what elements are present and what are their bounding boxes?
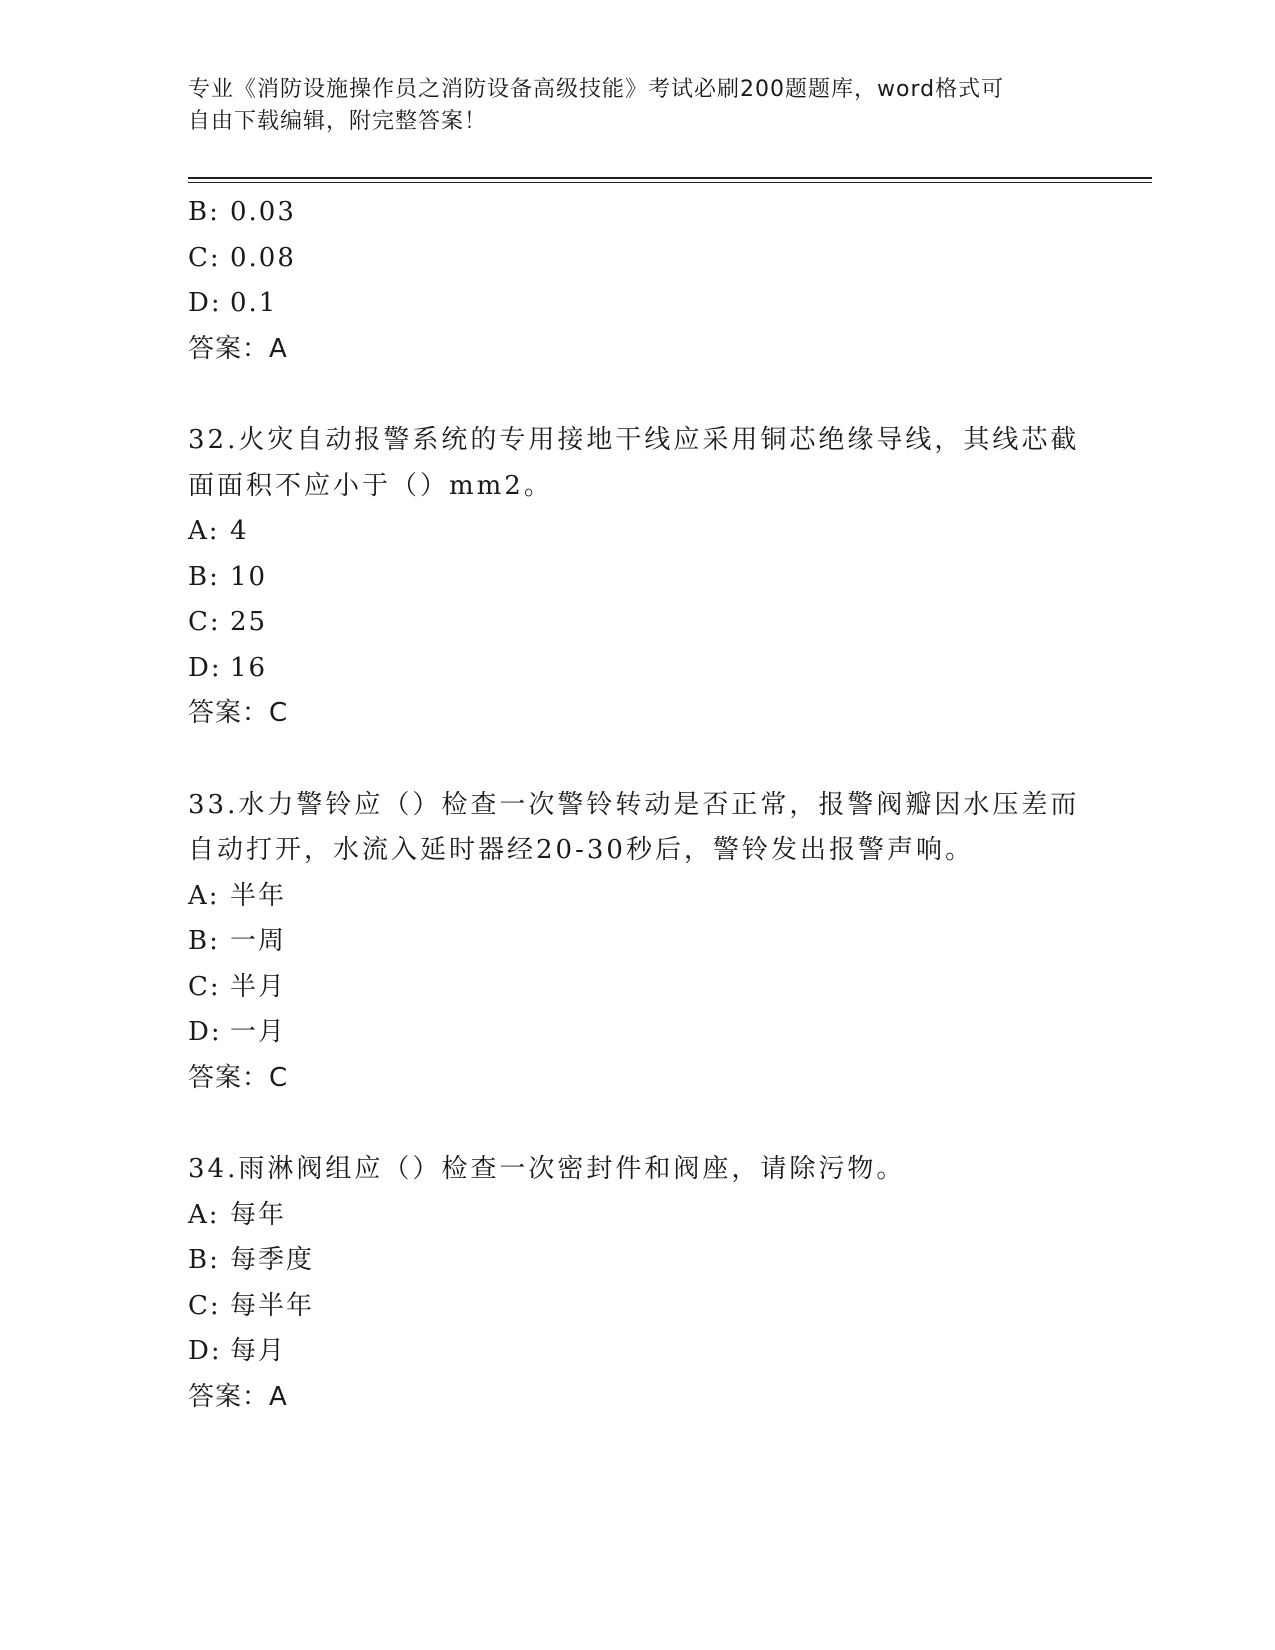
option-letter: B: <box>188 1245 220 1275</box>
question-33 <box>188 783 1088 1102</box>
option-a <box>188 509 1088 555</box>
option-letter: B: <box>188 926 220 956</box>
question-stem <box>188 783 1088 874</box>
option-text: 一周 <box>230 926 287 956</box>
option-text: 每半年 <box>230 1290 315 1321</box>
option-letter: B: <box>188 561 220 592</box>
option-c <box>188 236 1088 282</box>
header-title-line-1: 专业《消防设施操作员之消防设备高级技能》考试必刷200题题库，word格式可 <box>188 77 1005 102</box>
option-c <box>188 1284 1088 1330</box>
option-letter: C: <box>188 242 221 273</box>
option-letter: D: <box>188 1336 222 1366</box>
option-text: 半月 <box>230 971 287 1002</box>
option-b <box>188 1238 1088 1284</box>
option-d <box>188 1010 1088 1056</box>
option-text: 每季度 <box>230 1245 315 1275</box>
option-letter: A: <box>188 880 220 911</box>
question-stem-line: 34.雨淋阀组应（）检查一次密封件和阀座，请除污物。 <box>188 1154 906 1184</box>
question-list <box>188 190 1088 1420</box>
option-text: 0.1 <box>230 288 278 318</box>
header-title-line-2: 自由下载编辑，附完整答案！ <box>188 109 488 134</box>
option-letter: C: <box>188 971 221 1002</box>
option-text: 16 <box>230 652 268 683</box>
option-text: 每年 <box>230 1199 287 1230</box>
option-letter: D: <box>188 1017 222 1047</box>
option-letter: D: <box>188 288 222 318</box>
question-stem <box>188 418 1088 509</box>
header-divider <box>188 177 1152 179</box>
answer: 答案：A <box>188 333 288 364</box>
option-text: 半年 <box>230 880 287 911</box>
option-text: 0.03 <box>230 197 296 227</box>
question-stem-line: 32.火灾自动报警系统的专用接地干线应采用铜芯绝缘导线，其线芯截 <box>188 425 1080 455</box>
document-header <box>188 74 1068 138</box>
option-b <box>188 555 1088 601</box>
option-letter: D: <box>188 652 222 683</box>
option-b <box>188 190 1088 236</box>
option-letter: B: <box>188 197 220 227</box>
answer: 答案：C <box>188 1062 289 1093</box>
answer: 答案：C <box>188 698 289 728</box>
option-letter: C: <box>188 607 221 637</box>
question-31-continued <box>188 190 1088 372</box>
question-34 <box>188 1147 1088 1420</box>
question-stem-line: 33.水力警铃应（）检查一次警铃转动是否正常，报警阀瓣因水压差而 <box>188 789 1080 820</box>
option-a <box>188 1193 1088 1239</box>
answer: 答案：A <box>188 1381 288 1412</box>
option-letter: A: <box>188 1199 220 1230</box>
option-text: 4 <box>230 516 249 546</box>
option-b <box>188 919 1088 965</box>
question-stem <box>188 1147 1088 1193</box>
option-d <box>188 281 1088 327</box>
question-stem-line: 面面积不应小于（）mm2。 <box>188 470 553 501</box>
question-32 <box>188 418 1088 737</box>
option-d <box>188 1329 1088 1375</box>
option-text: 一月 <box>230 1017 287 1047</box>
header-divider-thin <box>188 182 1152 183</box>
option-text: 每月 <box>230 1336 287 1366</box>
option-c <box>188 965 1088 1011</box>
option-text: 25 <box>230 607 268 637</box>
option-letter: A: <box>188 516 220 546</box>
option-d <box>188 646 1088 692</box>
option-letter: C: <box>188 1290 221 1321</box>
question-stem-line: 自动打开，水流入延时器经20-30秒后，警铃发出报警声响。 <box>188 835 974 865</box>
option-a <box>188 874 1088 920</box>
option-text: 10 <box>230 561 268 592</box>
option-c <box>188 600 1088 646</box>
option-text: 0.08 <box>230 242 296 273</box>
